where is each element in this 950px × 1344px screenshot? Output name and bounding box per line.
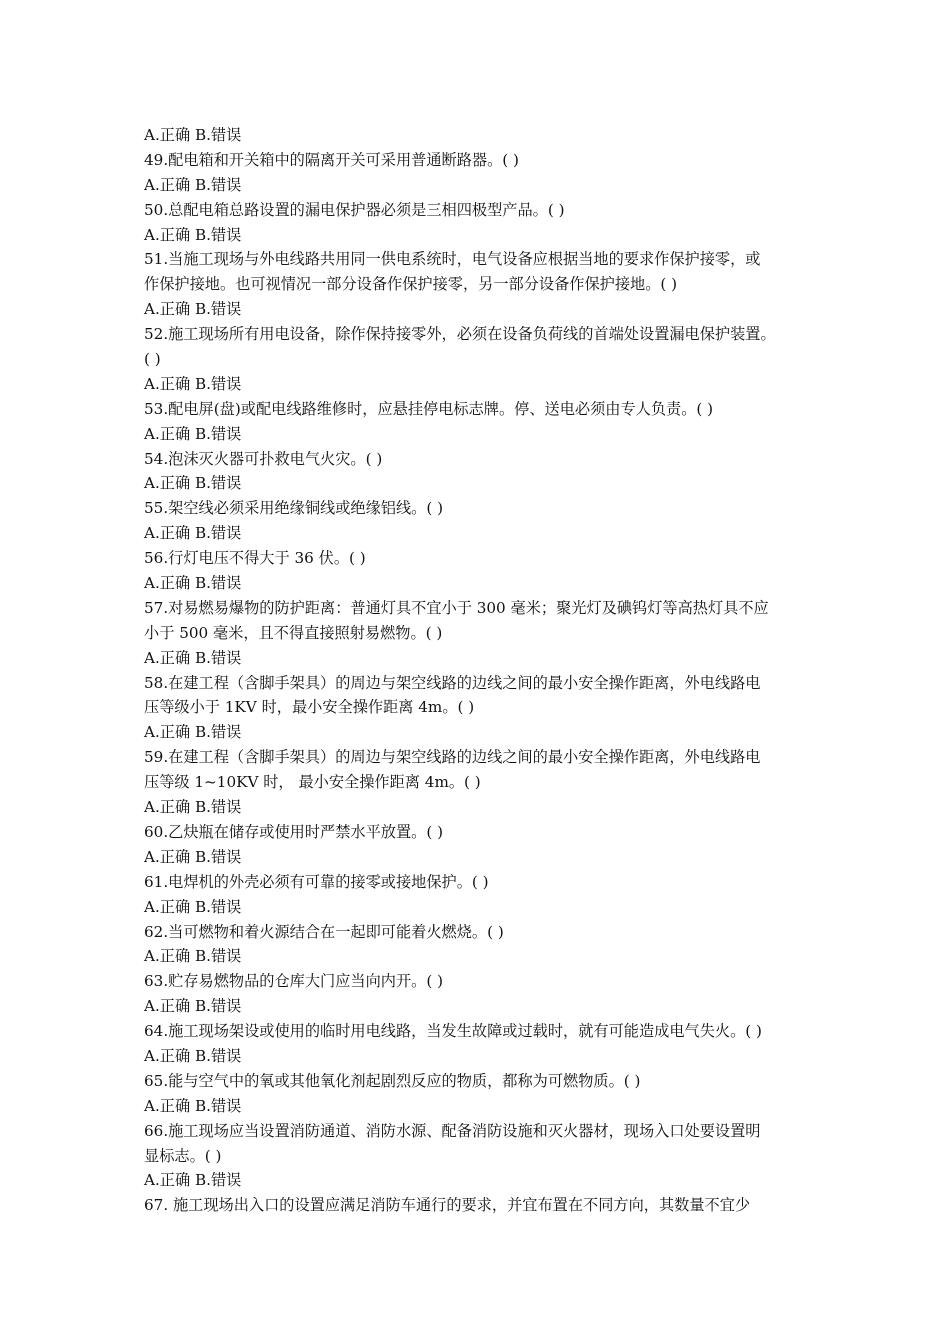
question-52-line-1: 52.施工现场所有用电设备，除作保持接零外，必须在设备负荷线的首端处设置漏电保护装置。: [144, 325, 776, 344]
question-58-line-2: 压等级小于 1KV 时，最小安全操作距离 4m。( ): [144, 698, 475, 717]
question-63: 63.贮存易燃物品的仓库大门应当向内开。( ): [144, 972, 444, 991]
answer-options: A.正确 B.错误: [144, 574, 242, 593]
question-66-line-2: 显标志。( ): [144, 1146, 222, 1165]
answer-options: A.正确 B.错误: [144, 947, 242, 966]
question-55: 55.架空线必须采用绝缘铜线或绝缘铝线。( ): [144, 499, 444, 518]
answer-options: A.正确 B.错误: [144, 424, 242, 443]
answer-options: A.正确 B.错误: [144, 997, 242, 1016]
question-53: 53.配电屏(盘)或配电线路维修时，应悬挂停电标志牌。停、送电必须由专人负责。( ): [144, 399, 714, 418]
answer-options: A.正确 B.错误: [144, 374, 242, 393]
answer-options: A.正确 B.错误: [144, 300, 242, 319]
document-page: [144, 123, 820, 1218]
answer-options: A.正确 B.错误: [144, 474, 242, 493]
question-49: 49.配电箱和开关箱中的隔离开关可采用普通断路器。( ): [144, 150, 519, 169]
question-62: 62.当可燃物和着火源结合在一起即可能着火燃烧。( ): [144, 922, 504, 941]
answer-options: A.正确 B.错误: [144, 1171, 242, 1190]
question-54: 54.泡沫灭火器可扑救电气火灾。( ): [144, 449, 383, 468]
question-59-line-2: 压等级 1~10KV 时， 最小安全操作距离 4m。( ): [144, 773, 481, 792]
question-60: 60.乙炔瓶在储存或使用时严禁水平放置。( ): [144, 822, 444, 841]
question-57-line-2: 小于 500 毫米，且不得直接照射易燃物。( ): [144, 623, 443, 642]
answer-options: A.正确 B.错误: [144, 847, 242, 866]
answer-options: A.正确 B.错误: [144, 798, 242, 817]
answer-options: A.正确 B.错误: [144, 225, 242, 244]
answer-options: A.正确 B.错误: [144, 126, 242, 144]
answer-options: A.正确 B.错误: [144, 897, 242, 916]
answer-options: A.正确 B.错误: [144, 524, 242, 543]
question-67-line-1: 67. 施工现场出入口的设置应满足消防车通行的要求，并宜布置在不同方向，其数量不宜少: [144, 1196, 751, 1215]
question-59-line-1: 59.在建工程（含脚手架具）的周边与架空线路的边线之间的最小安全操作距离，外电线路电: [144, 748, 761, 767]
answer-options: A.正确 B.错误: [144, 1096, 242, 1115]
answer-options: A.正确 B.错误: [144, 1046, 242, 1065]
question-65: 65.能与空气中的氧或其他氧化剂起剧烈反应的物质，都称为可燃物质。( ): [144, 1071, 641, 1090]
question-50: 50.总配电箱总路设置的漏电保护器必须是三相四极型产品。( ): [144, 200, 565, 219]
question-56: 56.行灯电压不得大于 36 伏。( ): [144, 549, 366, 568]
question-66-line-1: 66.施工现场应当设置消防通道、消防水源、配备消防设施和灭火器材，现场入口处要设置明: [144, 1121, 761, 1140]
answer-options: A.正确 B.错误: [144, 648, 242, 667]
question-57-line-1: 57.对易燃易爆物的防护距离：普通灯具不宜小于 300 毫米；聚光灯及碘钨灯等高热灯具不应: [144, 598, 769, 617]
answer-options: A.正确 B.错误: [144, 175, 242, 194]
question-52-line-2: ( ): [144, 350, 161, 369]
question-51-line-1: 51.当施工现场与外电线路共用同一供电系统时，电气设备应根据当地的要求作保护接零，或: [144, 250, 761, 269]
question-61: 61.电焊机的外壳必须有可靠的接零或接地保护。( ): [144, 872, 489, 891]
answer-options: A.正确 B.错误: [144, 723, 242, 742]
question-51-line-2: 作保护接地。也可视情况一部分设备作保护接零，另一部分设备作保护接地。( ): [144, 275, 678, 294]
question-58-line-1: 58.在建工程（含脚手架具）的周边与架空线路的边线之间的最小安全操作距离，外电线路电: [144, 673, 761, 692]
question-64: 64.施工现场架设或使用的临时用电线路，当发生故障或过载时，就有可能造成电气失火。( ): [144, 1022, 762, 1041]
